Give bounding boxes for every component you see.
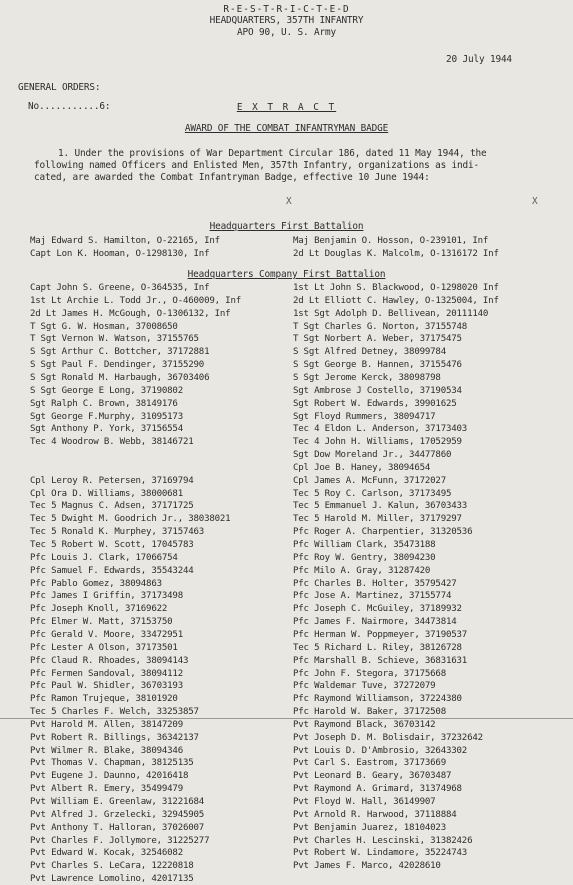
roster-row xyxy=(0,591,573,602)
roster-row xyxy=(0,249,573,260)
roster-entry-right: Pvt Carl S. Eastrom, 37173669 xyxy=(293,758,446,769)
roster-entry-left: Tec 5 Charles F. Welch, 33253857 xyxy=(30,707,199,718)
roster-row xyxy=(0,681,573,692)
roster-row xyxy=(0,360,573,371)
roster-entry-left: Pfc Lester A Olson, 37173501 xyxy=(30,642,178,653)
roster-entry-right: S Sgt Alfred Detney, 38099784 xyxy=(293,347,446,358)
roster-entry-right: Pfc Milo A. Gray, 31287420 xyxy=(293,565,431,576)
roster-row xyxy=(0,450,573,461)
roster-row xyxy=(0,399,573,410)
roster-entry-left: 2d Lt James H. McGough, O-1306132, Inf xyxy=(30,308,231,319)
roster-entry-right: Cpl James A. McFunn, 37172027 xyxy=(293,475,446,486)
unit-heading: HEADQUARTERS, 357TH INFANTRY xyxy=(209,15,364,26)
roster-entry-right: 1st Sgt Adolph D. Bellivean, 20111140 xyxy=(293,308,489,319)
roster-row xyxy=(0,347,573,358)
roster-entry-left: Pvt Harold M. Allen, 38147209 xyxy=(30,719,183,730)
roster-entry-left: Pvt Charles F. Jollymore, 31225277 xyxy=(30,835,210,846)
classification-marking: R-E-S-T-R-I-C-T-E-D xyxy=(223,4,350,15)
roster-row xyxy=(0,322,573,333)
roster-row xyxy=(0,334,573,345)
roster-entry-right: Cpl Joe B. Haney, 38094654 xyxy=(293,462,431,473)
roster-entry-right: Sgt Robert W. Edwards, 39901625 xyxy=(293,398,457,409)
roster-row xyxy=(0,720,573,731)
paragraph-line: following named Officers and Enlisted Men, 357th Infantry, organizations as indi- xyxy=(34,160,480,171)
roster-row xyxy=(0,746,573,757)
roster-entry-left: Pvt Charles S. LeCara, 12220818 xyxy=(30,861,194,872)
roster-entry-left: Pfc Elmer W. Matt, 37153750 xyxy=(30,617,173,628)
roster-entry-right: Pvt Leonard B. Geary, 36703487 xyxy=(293,771,452,782)
roster-entry-right: Sgt Dow Moreland Jr., 34477860 xyxy=(293,450,452,461)
roster-row xyxy=(0,412,573,423)
roster-row xyxy=(0,424,573,435)
roster-entry-right: Pfc Harold W. Baker, 37172508 xyxy=(293,707,446,718)
roster-row xyxy=(0,373,573,384)
roster-entry-right: Pfc Marshall B. Schieve, 36831631 xyxy=(293,655,468,666)
roster-entry-right: Pvt Arnold R. Harwood, 37118884 xyxy=(293,809,457,820)
roster-row xyxy=(0,296,573,307)
roster-row xyxy=(0,669,573,680)
roster-entry-right: Pfc Raymond Williamson, 37224380 xyxy=(293,694,462,705)
roster-row xyxy=(0,707,573,718)
roster-entry-left: Pvt Alfred J. Grzelecki, 32945905 xyxy=(30,809,205,820)
roster-entry-right: Pvt Benjamin Juarez, 18104023 xyxy=(293,822,446,833)
roster-row xyxy=(0,501,573,512)
roster-entry-left: S Sgt Ronald M. Harbaugh, 36703406 xyxy=(30,372,210,383)
roster-entry-left: Pfc Paul W. Shidler, 36703193 xyxy=(30,681,183,692)
roster-entry-right: Pfc Charles B. Holter, 35795427 xyxy=(293,578,457,589)
roster-entry-left: Pvt Wilmer R. Blake, 38094346 xyxy=(30,745,183,756)
roster-entry-left: S Sgt Arthur C. Bottcher, 37172881 xyxy=(30,347,210,358)
roster-entry-left: Pvt Anthony T. Halloran, 37026007 xyxy=(30,822,205,833)
roster-entry-right: Pfc Waldemar Tuve, 37272079 xyxy=(293,681,436,692)
roster-row xyxy=(0,836,573,847)
roster-row xyxy=(0,437,573,448)
roster-entry-right: Maj Benjamin O. Hosson, O-239101, Inf xyxy=(293,236,489,246)
roster-row xyxy=(0,283,573,294)
roster-row xyxy=(0,823,573,834)
roster-entry-right: S Sgt Jerome Kerck, 38098798 xyxy=(293,372,441,383)
roster-entry-right: T Sgt Charles G. Norton, 37155748 xyxy=(293,321,468,332)
roster-entry-right: Sgt Floyd Rummers, 38094717 xyxy=(293,411,436,422)
roster-entry-right: Pfc Roger A. Charpentier, 31320536 xyxy=(293,527,473,538)
roster-entry-right: Pfc John F. Stegora, 37175668 xyxy=(293,668,446,679)
roster-row xyxy=(0,848,573,859)
roster-row xyxy=(0,236,573,247)
roster-row xyxy=(0,694,573,705)
roster-entry-left: Tec 5 Robert W. Scott, 17045783 xyxy=(30,540,194,550)
roster-entry-right: Tec 5 Harold M. Miller, 37179297 xyxy=(293,514,462,525)
roster-entry-left: Sgt George F.Murphy, 31095173 xyxy=(30,411,183,422)
roster-entry-left: Pvt William E. Greenlaw, 31221684 xyxy=(30,797,205,807)
roster-entry-left: Pfc Joseph Knoll, 37169622 xyxy=(30,604,168,615)
roster-row xyxy=(0,733,573,744)
roster-entry-left: Pfc Fermen Sandoval, 38094112 xyxy=(30,668,183,679)
roster-entry-left: Pfc Ramon Trujeque, 38101920 xyxy=(30,694,178,705)
apo-line: APO 90, U. S. Army xyxy=(237,27,336,38)
roster-row xyxy=(0,489,573,500)
roster-entry-left: Pvt Albert R. Emery, 35499479 xyxy=(30,784,183,795)
roster-entry-right: Pfc Herman W. Poppmeyer, 37190537 xyxy=(293,629,468,640)
roster-entry-left: Pvt Lawrence Lomolino, 42017135 xyxy=(30,874,194,885)
roster-row xyxy=(0,540,573,551)
roster-entry-left: T Sgt G. W. Hosman, 37008650 xyxy=(30,321,178,332)
roster-entry-right: T Sgt Norbert A. Weber, 37175475 xyxy=(293,334,462,345)
roster-entry-left: Pvt Robert R. Billings, 36342137 xyxy=(30,732,199,743)
roster-row xyxy=(0,797,573,808)
roster-entry-right: 2d Lt Douglas K. Malcolm, O-1316172 Inf xyxy=(293,248,499,259)
section-title: Headquarters Company First Battalion xyxy=(187,269,386,280)
roster-entry-left: Capt John S. Greene, O-364535, Inf xyxy=(30,283,210,293)
roster-entry-left: Cpl Leroy R. Petersen, 37169794 xyxy=(30,475,194,486)
roster-row xyxy=(0,553,573,564)
page-fold-line xyxy=(0,718,573,719)
roster-entry-left: Tec 4 Woodrow B. Webb, 38146721 xyxy=(30,437,194,448)
roster-entry-right: Pvt Raymond Black, 36703142 xyxy=(293,719,436,730)
section-title: Headquarters First Battalion xyxy=(209,221,364,232)
roster-entry-left: Sgt Anthony P. York, 37156554 xyxy=(30,424,183,435)
roster-entry-right: Tec 4 Eldon L. Anderson, 37173403 xyxy=(293,424,468,435)
roster-row xyxy=(0,771,573,782)
roster-entry-right: Pvt Joseph D. M. Bolisdair, 37232642 xyxy=(293,732,483,743)
award-subject: AWARD OF THE COMBAT INFANTRYMAN BADGE xyxy=(184,123,389,134)
roster-entry-right: Pfc James F. Nairmore, 34473814 xyxy=(293,617,457,628)
roster-row xyxy=(0,579,573,590)
roster-row xyxy=(0,656,573,667)
roster-row xyxy=(0,463,573,474)
roster-entry-left: S Sgt George E Long, 37190802 xyxy=(30,385,183,396)
roster-entry-left: Pfc Pablo Gomez, 38094863 xyxy=(30,578,162,589)
roster-entry-left: Pfc Samuel F. Edwards, 35543244 xyxy=(30,565,194,576)
roster-entry-right: Pfc Roy W. Gentry, 38094230 xyxy=(293,552,436,563)
roster-row xyxy=(0,514,573,525)
roster-entry-left: Tec 5 Ronald K. Murphey, 37157463 xyxy=(30,527,205,538)
roster-row xyxy=(0,643,573,654)
roster-entry-right: Pvt Floyd W. Hall, 36149907 xyxy=(293,797,436,807)
roster-entry-right: Pvt Raymond A. Grimard, 31374968 xyxy=(293,784,462,795)
roster-entry-right: Pvt Charles H. Lescinski, 31382426 xyxy=(293,835,473,846)
roster-entry-left: Pfc Louis J. Clark, 17066754 xyxy=(30,552,178,563)
roster-row xyxy=(0,784,573,795)
roster-row xyxy=(0,604,573,615)
separator-mark: X xyxy=(532,196,538,207)
roster-entry-right: 1st Lt John S. Blackwood, O-1298020 Inf xyxy=(293,283,499,293)
paragraph-line: 1. Under the provisions of War Department Circular 186, dated 11 May 1944, the xyxy=(58,148,487,159)
roster-entry-left: Tec 5 Dwight M. Goodrich Jr., 38038021 xyxy=(30,514,231,525)
roster-row xyxy=(0,617,573,628)
roster-entry-right: Sgt Ambrose J Costello, 37190534 xyxy=(293,385,462,396)
order-number: No...........6: xyxy=(28,101,111,112)
roster-entry-left: Pvt Edward W. Kocak, 32546082 xyxy=(30,848,183,859)
roster-entry-right: Pfc Jose A. Martinez, 37155774 xyxy=(293,591,452,602)
roster-entry-right: S Sgt George B. Hannen, 37155476 xyxy=(293,360,462,371)
roster-entry-right: Tec 5 Roy C. Carlson, 37173495 xyxy=(293,488,452,499)
general-orders-label: GENERAL ORDERS: xyxy=(18,82,101,93)
roster-entry-right: Tec 4 John H. Williams, 17052959 xyxy=(293,437,462,448)
roster-row xyxy=(0,874,573,885)
roster-entry-left: Tec 5 Magnus C. Adsen, 37171725 xyxy=(30,501,194,512)
roster-row xyxy=(0,309,573,320)
roster-entry-left: S Sgt Paul F. Dendinger, 37155290 xyxy=(30,360,205,371)
roster-row xyxy=(0,758,573,769)
roster-row xyxy=(0,861,573,872)
paragraph-line: cated, are awarded the Combat Infantryman Badge, effective 10 June 1944: xyxy=(34,172,430,183)
roster-entry-right: Tec 5 Richard L. Riley, 38126728 xyxy=(293,642,462,653)
separator-mark: X xyxy=(286,196,292,207)
roster-entry-left: 1st Lt Archie L. Todd Jr., O-460009, Inf xyxy=(30,295,241,306)
roster-entry-right: Pvt James F. Marco, 42028610 xyxy=(293,861,441,872)
roster-entry-right: Pfc William Clark, 35473188 xyxy=(293,540,436,550)
roster-entry-left: T Sgt Vernon W. Watson, 37155765 xyxy=(30,334,199,345)
roster-row xyxy=(0,566,573,577)
roster-entry-left: Pvt Thomas V. Chapman, 38125135 xyxy=(30,758,194,769)
extract-title: E X T R A C T xyxy=(236,102,337,113)
roster-entry-right: 2d Lt Elliott C. Hawley, O-1325004, Inf xyxy=(293,295,499,306)
roster-row xyxy=(0,630,573,641)
roster-entry-left: Pfc Gerald V. Moore, 33472951 xyxy=(30,629,183,640)
roster-entry-left: Pvt Eugene J. Daunno, 42016418 xyxy=(30,771,189,782)
roster-entry-left: Capt Lon K. Hooman, O-1298130, Inf xyxy=(30,248,210,259)
roster-entry-left: Maj Edward S. Hamilton, O-22165, Inf xyxy=(30,236,220,246)
roster-row xyxy=(0,527,573,538)
roster-entry-right: Pvt Louis D. D'Ambrosio, 32643302 xyxy=(293,745,468,756)
roster-entry-left: Pfc Claud R. Rhoades, 38094143 xyxy=(30,655,189,666)
roster-entry-left: Cpl Ora D. Williams, 38000681 xyxy=(30,488,183,499)
roster-entry-right: Pfc Joseph C. McGuiley, 37189932 xyxy=(293,604,462,615)
roster-row xyxy=(0,386,573,397)
roster-row xyxy=(0,810,573,821)
roster-row xyxy=(0,476,573,487)
roster-entry-right: Tec 5 Emmanuel J. Kalun, 36703433 xyxy=(293,501,468,512)
roster-entry-left: Sgt Ralph C. Brown, 38149176 xyxy=(30,398,178,409)
roster-entry-right: Pvt Robert W. Lindamore, 35224743 xyxy=(293,848,468,859)
order-date: 20 July 1944 xyxy=(446,54,512,65)
roster-entry-left: Pfc James I Griffin, 37173498 xyxy=(30,591,183,602)
